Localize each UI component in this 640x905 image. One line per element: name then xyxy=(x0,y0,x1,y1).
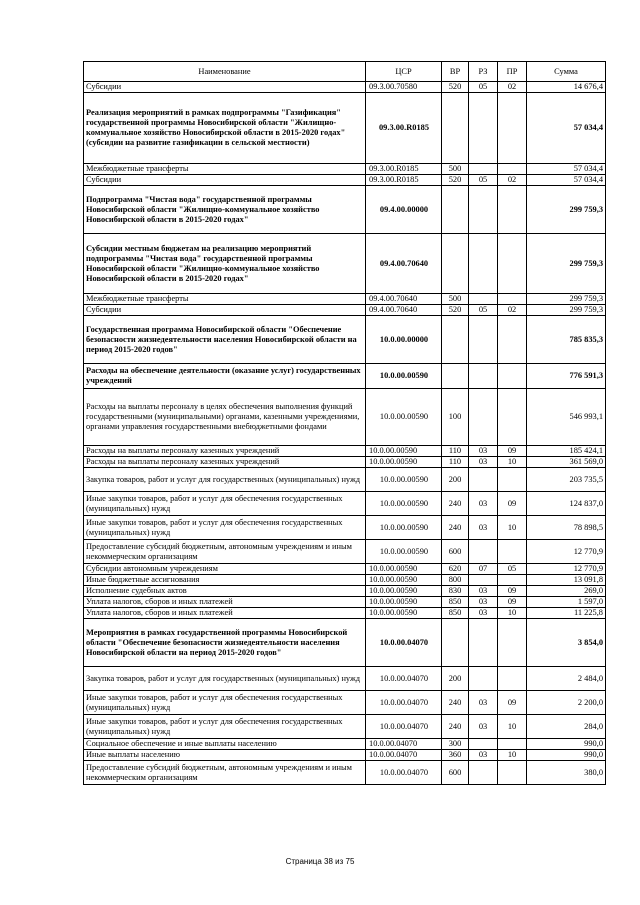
cell-name: Иные выплаты населению xyxy=(84,750,366,761)
cell-pr xyxy=(498,186,527,234)
cell-rz: 03 xyxy=(469,597,498,608)
cell-rz xyxy=(469,364,498,389)
cell-pr: 02 xyxy=(498,175,527,186)
cell-pr xyxy=(498,364,527,389)
cell-vr: 300 xyxy=(442,739,469,750)
cell-pr: 02 xyxy=(498,82,527,93)
cell-pr: 10 xyxy=(498,608,527,619)
cell-sum: 299 759,3 xyxy=(527,305,606,316)
cell-vr: 240 xyxy=(442,492,469,516)
cell-name: Иные закупки товаров, работ и услуг для обеспечения государственных (муниципальных) нужд xyxy=(84,715,366,739)
cell-vr: 240 xyxy=(442,691,469,715)
table-row xyxy=(84,175,606,186)
cell-sum: 57 034,4 xyxy=(527,175,606,186)
cell-sum: 12 770,9 xyxy=(527,540,606,564)
cell-rz: 05 xyxy=(469,82,498,93)
header-sum: Сумма xyxy=(527,62,606,82)
cell-name: Субсидии xyxy=(84,175,366,186)
cell-vr: 520 xyxy=(442,175,469,186)
cell-rz: 03 xyxy=(469,715,498,739)
cell-vr: 600 xyxy=(442,540,469,564)
cell-name: Иные закупки товаров, работ и услуг для обеспечения государственных (муниципальных) нужд xyxy=(84,691,366,715)
cell-vr: 500 xyxy=(442,164,469,175)
cell-name: Социальное обеспечение и иные выплаты населению xyxy=(84,739,366,750)
cell-vr: 200 xyxy=(442,667,469,691)
cell-rz: 03 xyxy=(469,457,498,468)
cell-csr: 10.0.00.00590 xyxy=(366,564,442,575)
cell-csr: 09.4.00.00000 xyxy=(366,186,442,234)
table-row xyxy=(84,468,606,492)
cell-vr xyxy=(442,93,469,164)
cell-name: Мероприятия в рамках государственной программы Новосибирской области "Обеспечение безопасности жизнедеятельности населения Новосибирской области на период 2015-2020 годов" xyxy=(84,619,366,667)
cell-sum: 12 770,9 xyxy=(527,564,606,575)
cell-vr xyxy=(442,364,469,389)
cell-pr: 09 xyxy=(498,597,527,608)
cell-vr: 600 xyxy=(442,761,469,785)
cell-pr: 05 xyxy=(498,564,527,575)
cell-rz xyxy=(469,667,498,691)
cell-pr: 09 xyxy=(498,691,527,715)
cell-csr: 10.0.00.00590 xyxy=(366,597,442,608)
cell-csr: 10.0.00.00590 xyxy=(366,389,442,446)
cell-rz: 03 xyxy=(469,492,498,516)
cell-name: Межбюджетные трансферты xyxy=(84,164,366,175)
cell-vr: 620 xyxy=(442,564,469,575)
cell-rz: 03 xyxy=(469,691,498,715)
cell-pr: 09 xyxy=(498,446,527,457)
cell-csr: 10.0.00.00590 xyxy=(366,492,442,516)
cell-sum: 546 993,1 xyxy=(527,389,606,446)
cell-pr xyxy=(498,575,527,586)
table-row xyxy=(84,750,606,761)
cell-sum: 299 759,3 xyxy=(527,294,606,305)
cell-rz: 03 xyxy=(469,608,498,619)
table-row xyxy=(84,761,606,785)
table-row xyxy=(84,516,606,540)
cell-sum: 203 735,5 xyxy=(527,468,606,492)
cell-name: Уплата налогов, сборов и иных платежей xyxy=(84,608,366,619)
cell-sum: 57 034,4 xyxy=(527,164,606,175)
cell-csr: 09.4.00.70640 xyxy=(366,234,442,294)
cell-sum: 124 837,0 xyxy=(527,492,606,516)
cell-rz xyxy=(469,234,498,294)
cell-rz xyxy=(469,540,498,564)
table-row xyxy=(84,389,606,446)
budget-table xyxy=(83,61,606,785)
cell-pr xyxy=(498,540,527,564)
table-row xyxy=(84,234,606,294)
table-row xyxy=(84,305,606,316)
table-row xyxy=(84,619,606,667)
cell-csr: 10.0.00.04070 xyxy=(366,750,442,761)
cell-sum: 185 424,1 xyxy=(527,446,606,457)
cell-rz: 03 xyxy=(469,750,498,761)
cell-sum: 380,0 xyxy=(527,761,606,785)
cell-rz: 03 xyxy=(469,516,498,540)
cell-rz xyxy=(469,294,498,305)
cell-sum: 284,0 xyxy=(527,715,606,739)
table-row xyxy=(84,164,606,175)
cell-sum: 2 200,0 xyxy=(527,691,606,715)
cell-vr: 110 xyxy=(442,457,469,468)
cell-sum: 13 091,8 xyxy=(527,575,606,586)
cell-vr: 830 xyxy=(442,586,469,597)
cell-pr xyxy=(498,761,527,785)
cell-name: Закупка товаров, работ и услуг для государственных (муниципальных) нужд xyxy=(84,468,366,492)
cell-pr xyxy=(498,667,527,691)
table-row xyxy=(84,457,606,468)
cell-vr: 520 xyxy=(442,82,469,93)
cell-sum: 776 591,3 xyxy=(527,364,606,389)
table-row xyxy=(84,316,606,364)
cell-rz xyxy=(469,619,498,667)
cell-pr xyxy=(498,316,527,364)
cell-sum: 3 854,0 xyxy=(527,619,606,667)
cell-name: Подпрограмма "Чистая вода" государственной программы Новосибирской области "Жилищно-коммунальное хозяйство Новосибирской области в 2015-2020 годах" xyxy=(84,186,366,234)
cell-vr: 240 xyxy=(442,715,469,739)
cell-pr xyxy=(498,93,527,164)
cell-csr: 10.0.00.00590 xyxy=(366,540,442,564)
cell-pr xyxy=(498,294,527,305)
cell-vr: 850 xyxy=(442,608,469,619)
cell-name: Иные закупки товаров, работ и услуг для обеспечения государственных (муниципальных) нужд xyxy=(84,492,366,516)
cell-sum: 990,0 xyxy=(527,750,606,761)
table-row xyxy=(84,575,606,586)
cell-csr: 10.0.00.04070 xyxy=(366,691,442,715)
cell-sum: 1 597,0 xyxy=(527,597,606,608)
cell-name: Исполнение судебных актов xyxy=(84,586,366,597)
cell-name: Субсидии автономным учреждениям xyxy=(84,564,366,575)
table-row xyxy=(84,739,606,750)
cell-csr: 10.0.00.04070 xyxy=(366,761,442,785)
cell-csr: 10.0.00.04070 xyxy=(366,667,442,691)
cell-vr: 850 xyxy=(442,597,469,608)
cell-sum: 299 759,3 xyxy=(527,186,606,234)
cell-csr: 09.3.00.70580 xyxy=(366,82,442,93)
cell-vr: 100 xyxy=(442,389,469,446)
cell-name: Закупка товаров, работ и услуг для государственных (муниципальных) нужд xyxy=(84,667,366,691)
cell-rz xyxy=(469,761,498,785)
cell-sum: 990,0 xyxy=(527,739,606,750)
cell-csr: 10.0.00.00590 xyxy=(366,457,442,468)
header-vr: ВР xyxy=(442,62,469,82)
cell-csr: 09.3.00.R0185 xyxy=(366,164,442,175)
cell-csr: 10.0.00.04070 xyxy=(366,739,442,750)
cell-name: Иные бюджетные ассигнования xyxy=(84,575,366,586)
cell-csr: 10.0.00.00000 xyxy=(366,316,442,364)
cell-sum: 361 569,0 xyxy=(527,457,606,468)
cell-csr: 10.0.00.00590 xyxy=(366,364,442,389)
cell-sum: 2 484,0 xyxy=(527,667,606,691)
cell-rz: 03 xyxy=(469,446,498,457)
table-row xyxy=(84,586,606,597)
cell-csr: 10.0.00.04070 xyxy=(366,619,442,667)
cell-csr: 10.0.00.00590 xyxy=(366,468,442,492)
cell-csr: 10.0.00.00590 xyxy=(366,586,442,597)
table-row xyxy=(84,540,606,564)
cell-rz xyxy=(469,93,498,164)
header-csr: ЦСР xyxy=(366,62,442,82)
cell-name: Расходы на выплаты персоналу казенных учреждений xyxy=(84,457,366,468)
cell-csr: 09.3.00.R0185 xyxy=(366,93,442,164)
cell-csr: 09.4.00.70640 xyxy=(366,305,442,316)
cell-rz xyxy=(469,575,498,586)
header-pr: ПР xyxy=(498,62,527,82)
cell-rz: 05 xyxy=(469,175,498,186)
cell-sum: 785 835,3 xyxy=(527,316,606,364)
table-row xyxy=(84,364,606,389)
cell-name: Уплата налогов, сборов и иных платежей xyxy=(84,597,366,608)
cell-name: Реализация мероприятий в рамках подпрограммы "Газификация" государственной программы Новосибирской области "Жилищно-коммунальное хозяйство Новосибирской области в 2015-2020 годах" (субсидии на развитие газификации в сельской местности) xyxy=(84,93,366,164)
cell-pr: 09 xyxy=(498,586,527,597)
cell-name: Межбюджетные трансферты xyxy=(84,294,366,305)
cell-name: Расходы на выплаты персоналу казенных учреждений xyxy=(84,446,366,457)
cell-rz xyxy=(469,389,498,446)
table-row xyxy=(84,93,606,164)
cell-csr: 10.0.00.04070 xyxy=(366,715,442,739)
cell-csr: 09.3.00.R0185 xyxy=(366,175,442,186)
cell-rz xyxy=(469,164,498,175)
cell-vr xyxy=(442,619,469,667)
cell-vr: 240 xyxy=(442,516,469,540)
cell-csr: 10.0.00.00590 xyxy=(366,608,442,619)
cell-vr: 110 xyxy=(442,446,469,457)
header-rz: РЗ xyxy=(469,62,498,82)
table-header-row xyxy=(84,62,606,82)
cell-sum: 78 898,5 xyxy=(527,516,606,540)
cell-pr xyxy=(498,234,527,294)
table-row xyxy=(84,564,606,575)
cell-name: Субсидии местным бюджетам на реализацию мероприятий подпрограммы "Чистая вода" государственной программы Новосибирской области "Жилищно-коммунальное хозяйство Новосибирской области в 2015-2020 годах" xyxy=(84,234,366,294)
cell-name: Расходы на выплаты персоналу в целях обеспечения выполнения функций государственными (муниципальными) органами, казенными учреждениями, органами управления государственными внебюджетными фондами xyxy=(84,389,366,446)
cell-rz xyxy=(469,186,498,234)
table-row xyxy=(84,294,606,305)
cell-sum: 269,0 xyxy=(527,586,606,597)
cell-name: Расходы на обеспечение деятельности (оказание услуг) государственных учреждений xyxy=(84,364,366,389)
cell-pr: 10 xyxy=(498,457,527,468)
cell-rz: 07 xyxy=(469,564,498,575)
cell-pr xyxy=(498,389,527,446)
cell-vr: 500 xyxy=(442,294,469,305)
cell-vr xyxy=(442,316,469,364)
cell-vr: 800 xyxy=(442,575,469,586)
cell-csr: 09.4.00.70640 xyxy=(366,294,442,305)
cell-rz xyxy=(469,739,498,750)
table-row xyxy=(84,186,606,234)
cell-pr: 10 xyxy=(498,750,527,761)
cell-name: Иные закупки товаров, работ и услуг для обеспечения государственных (муниципальных) нужд xyxy=(84,516,366,540)
table-row xyxy=(84,667,606,691)
cell-name: Предоставление субсидий бюджетным, автономным учреждениям и иным некоммерческим организациям xyxy=(84,540,366,564)
table-row xyxy=(84,715,606,739)
cell-vr xyxy=(442,234,469,294)
cell-vr: 360 xyxy=(442,750,469,761)
cell-pr: 10 xyxy=(498,715,527,739)
cell-sum: 299 759,3 xyxy=(527,234,606,294)
table-row xyxy=(84,597,606,608)
header-name: Наименование xyxy=(84,62,366,82)
cell-pr xyxy=(498,164,527,175)
cell-pr xyxy=(498,468,527,492)
cell-pr xyxy=(498,619,527,667)
table-body xyxy=(84,82,606,785)
page-number: Страница 38 из 75 xyxy=(285,857,355,866)
cell-pr: 10 xyxy=(498,516,527,540)
table-row xyxy=(84,691,606,715)
cell-rz: 03 xyxy=(469,586,498,597)
cell-vr: 200 xyxy=(442,468,469,492)
cell-sum: 57 034,4 xyxy=(527,93,606,164)
cell-vr xyxy=(442,186,469,234)
table-row xyxy=(84,82,606,93)
cell-csr: 10.0.00.00590 xyxy=(366,446,442,457)
cell-csr: 10.0.00.00590 xyxy=(366,516,442,540)
cell-name: Предоставление субсидий бюджетным, автономным учреждениям и иным некоммерческим организациям xyxy=(84,761,366,785)
cell-name: Субсидии xyxy=(84,305,366,316)
cell-name: Государственная программа Новосибирской области "Обеспечение безопасности жизнедеятельности населения Новосибирской области на период 2015-2020 годов" xyxy=(84,316,366,364)
cell-vr: 520 xyxy=(442,305,469,316)
cell-rz: 05 xyxy=(469,305,498,316)
cell-sum: 14 676,4 xyxy=(527,82,606,93)
table-row xyxy=(84,446,606,457)
cell-pr xyxy=(498,739,527,750)
cell-sum: 11 225,8 xyxy=(527,608,606,619)
cell-csr: 10.0.00.00590 xyxy=(366,575,442,586)
cell-pr: 02 xyxy=(498,305,527,316)
table-row xyxy=(84,492,606,516)
cell-rz xyxy=(469,316,498,364)
table-row xyxy=(84,608,606,619)
cell-name: Субсидии xyxy=(84,82,366,93)
cell-rz xyxy=(469,468,498,492)
cell-pr: 09 xyxy=(498,492,527,516)
